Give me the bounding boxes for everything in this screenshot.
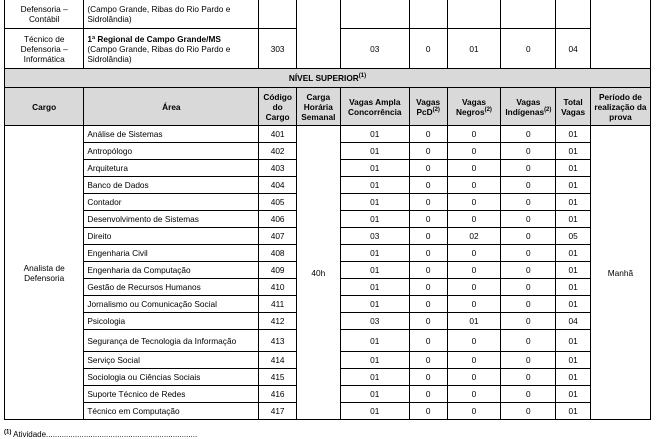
total-cell: 01	[556, 160, 591, 177]
ampla-cell: 01	[340, 386, 409, 403]
codigo-cell	[259, 0, 297, 29]
pcd-cell: 0	[409, 126, 447, 143]
codigo-cell: 406	[259, 211, 297, 228]
pcd-cell: 0	[409, 313, 447, 330]
vagas-table-body	[5, 0, 651, 420]
pcd-cell: 0	[409, 279, 447, 296]
indigenas-cell: 0	[501, 160, 556, 177]
negros-cell: 0	[447, 262, 501, 279]
header-total: Total Vagas	[556, 88, 591, 126]
codigo-cell: 404	[259, 177, 297, 194]
ampla-cell: 01	[340, 262, 409, 279]
ampla-cell: 01	[340, 160, 409, 177]
ampla-cell: 01	[340, 279, 409, 296]
codigo-cell: 417	[259, 403, 297, 420]
indigenas-cell: 0	[501, 279, 556, 296]
header-indigenas-label: Vagas Indígenas	[505, 96, 545, 117]
pcd-cell: 0	[409, 160, 447, 177]
codigo-cell: 416	[259, 386, 297, 403]
regional-cities: (Campo Grande, Ribas do Rio Pardo e Sidrolândia)	[87, 43, 231, 64]
codigo-cell: 413	[259, 330, 297, 352]
codigo-cell: 412	[259, 313, 297, 330]
codigo-cell: 402	[259, 143, 297, 160]
indigenas-cell: 0	[501, 29, 556, 69]
negros-cell: 02	[447, 228, 501, 245]
total-cell: 04	[556, 313, 591, 330]
carga-cell	[296, 0, 340, 69]
header-pcd-label: Vagas PcD	[416, 96, 441, 117]
total-cell: 01	[556, 330, 591, 352]
area-cell: Técnico em Computação	[84, 403, 259, 420]
negros-cell: 01	[447, 29, 501, 69]
total-cell: 01	[556, 296, 591, 313]
total-cell: 01	[556, 279, 591, 296]
negros-cell: 0	[447, 352, 501, 369]
indigenas-cell: 0	[501, 177, 556, 194]
total-cell	[556, 0, 591, 29]
footnote-text: Atividade....................................................................	[13, 430, 198, 439]
total-cell: 01	[556, 177, 591, 194]
area-cell: Análise de Sistemas	[84, 126, 259, 143]
header-area: Área	[84, 88, 259, 126]
negros-cell: 0	[447, 177, 501, 194]
negros-cell: 0	[447, 369, 501, 386]
total-cell: 01	[556, 403, 591, 420]
total-cell: 01	[556, 386, 591, 403]
total-cell: 01	[556, 194, 591, 211]
codigo-cell: 414	[259, 352, 297, 369]
area-cell: Jornalismo ou Comunicação Social	[84, 296, 259, 313]
ampla-cell: 03	[340, 29, 409, 69]
indigenas-cell: 0	[501, 126, 556, 143]
codigo-cell: 401	[259, 126, 297, 143]
area-cell: Engenharia Civil	[84, 245, 259, 262]
pcd-cell	[409, 0, 447, 29]
vagas-table	[4, 0, 651, 420]
periodo-cell	[590, 0, 650, 69]
indigenas-cell: 0	[501, 386, 556, 403]
pcd-cell: 0	[409, 228, 447, 245]
ampla-cell: 01	[340, 126, 409, 143]
ampla-cell: 01	[340, 211, 409, 228]
indigenas-cell: 0	[501, 211, 556, 228]
area-cell: Arquitetura	[84, 160, 259, 177]
codigo-cell: 407	[259, 228, 297, 245]
indigenas-cell: 0	[501, 143, 556, 160]
total-cell: 05	[556, 228, 591, 245]
section-row	[5, 69, 651, 88]
area-cell: (Campo Grande, Ribas do Rio Pardo e Sidrolândia)	[84, 0, 259, 29]
total-cell: 01	[556, 352, 591, 369]
header-ampla: Vagas Ampla Concorrência	[340, 88, 409, 126]
indigenas-cell: 0	[501, 352, 556, 369]
ampla-cell: 01	[340, 330, 409, 352]
codigo-cell: 403	[259, 160, 297, 177]
pcd-cell: 0	[409, 177, 447, 194]
area-cell: Direito	[84, 228, 259, 245]
pcd-cell: 0	[409, 143, 447, 160]
total-cell: 04	[556, 29, 591, 69]
periodo-cell: Manhã	[590, 126, 650, 420]
area-cell	[84, 29, 259, 69]
area-cell: Suporte Técnico de Redes	[84, 386, 259, 403]
pcd-cell: 0	[409, 369, 447, 386]
pcd-cell: 0	[409, 29, 447, 69]
pcd-cell: 0	[409, 330, 447, 352]
header-carga: Carga Horária Semanal	[296, 88, 340, 126]
negros-cell: 0	[447, 160, 501, 177]
indigenas-cell: 0	[501, 403, 556, 420]
negros-cell: 0	[447, 245, 501, 262]
indigenas-cell	[501, 0, 556, 29]
ampla-cell: 01	[340, 143, 409, 160]
indigenas-cell: 0	[501, 330, 556, 352]
codigo-cell: 411	[259, 296, 297, 313]
footnote-marker: (1)	[4, 429, 12, 436]
pcd-cell: 0	[409, 262, 447, 279]
codigo-cell: 303	[259, 29, 297, 69]
header-indigenas	[501, 88, 556, 126]
negros-cell: 0	[447, 143, 501, 160]
indigenas-cell: 0	[501, 313, 556, 330]
negros-cell	[447, 0, 501, 29]
header-negros	[447, 88, 501, 126]
area-cell: Engenharia da Computação	[84, 262, 259, 279]
total-cell: 01	[556, 262, 591, 279]
section-title-text: NÍVEL SUPERIOR	[288, 73, 359, 83]
area-cell: Psicologia	[84, 313, 259, 330]
area-cell: Sociologia ou Ciências Sociais	[84, 369, 259, 386]
pcd-cell: 0	[409, 245, 447, 262]
section-title	[5, 69, 651, 88]
total-cell: 01	[556, 126, 591, 143]
regional-title: 1ª Regional de Campo Grande/MS	[87, 33, 221, 44]
pcd-cell: 0	[409, 296, 447, 313]
indigenas-cell: 0	[501, 245, 556, 262]
table-row	[5, 126, 651, 143]
cargo-cell: Técnico de Defensoria – Informática	[5, 29, 84, 69]
header-codigo: Código do Cargo	[259, 88, 297, 126]
indigenas-cell: 0	[501, 194, 556, 211]
ampla-cell: 01	[340, 177, 409, 194]
table-row	[5, 0, 651, 29]
ampla-cell: 01	[340, 369, 409, 386]
header-pcd-note: (2)	[432, 106, 440, 113]
negros-cell: 0	[447, 403, 501, 420]
codigo-cell: 410	[259, 279, 297, 296]
carga-cell: 40h	[296, 126, 340, 420]
header-negros-note: (2)	[484, 106, 492, 113]
area-cell: Banco de Dados	[84, 177, 259, 194]
codigo-cell: 415	[259, 369, 297, 386]
cargo-cell: Defensoria – Contábil	[5, 0, 84, 29]
area-cell: Serviço Social	[84, 352, 259, 369]
area-cell: Segurança de Tecnologia da Informação	[84, 330, 259, 352]
header-negros-label: Vagas Negros	[455, 96, 486, 117]
negros-cell: 0	[447, 279, 501, 296]
ampla-cell: 01	[340, 403, 409, 420]
area-cell: Antropólogo	[84, 143, 259, 160]
ampla-cell: 01	[340, 245, 409, 262]
area-cell: Desenvolvimento de Sistemas	[84, 211, 259, 228]
section-note: (1)	[358, 73, 367, 80]
negros-cell: 0	[447, 296, 501, 313]
negros-cell: 0	[447, 194, 501, 211]
pcd-cell: 0	[409, 386, 447, 403]
codigo-cell: 408	[259, 245, 297, 262]
negros-cell: 0	[447, 386, 501, 403]
pcd-cell: 0	[409, 403, 447, 420]
ampla-cell: 03	[340, 313, 409, 330]
negros-cell: 01	[447, 313, 501, 330]
negros-cell: 0	[447, 330, 501, 352]
header-cargo: Cargo	[5, 88, 84, 126]
codigo-cell: 405	[259, 194, 297, 211]
total-cell: 01	[556, 369, 591, 386]
header-row	[5, 88, 651, 126]
ampla-cell: 03	[340, 228, 409, 245]
pcd-cell: 0	[409, 211, 447, 228]
area-cell: Contador	[84, 194, 259, 211]
total-cell: 01	[556, 143, 591, 160]
total-cell: 01	[556, 245, 591, 262]
indigenas-cell: 0	[501, 296, 556, 313]
ampla-cell	[340, 0, 409, 29]
negros-cell: 0	[447, 211, 501, 228]
total-cell: 01	[556, 211, 591, 228]
pcd-cell: 0	[409, 352, 447, 369]
cargo-cell: Analista de Defensoria	[5, 126, 84, 420]
header-periodo: Período de realização da prova	[590, 88, 650, 126]
indigenas-cell: 0	[501, 262, 556, 279]
header-pcd	[409, 88, 447, 126]
ampla-cell: 01	[340, 352, 409, 369]
area-cell: Gestão de Recursos Humanos	[84, 279, 259, 296]
indigenas-cell: 0	[501, 369, 556, 386]
pcd-cell: 0	[409, 194, 447, 211]
indigenas-cell: 0	[501, 228, 556, 245]
negros-cell: 0	[447, 126, 501, 143]
ampla-cell: 01	[340, 194, 409, 211]
header-indigenas-note: (2)	[544, 106, 552, 113]
codigo-cell: 409	[259, 262, 297, 279]
ampla-cell: 01	[340, 296, 409, 313]
